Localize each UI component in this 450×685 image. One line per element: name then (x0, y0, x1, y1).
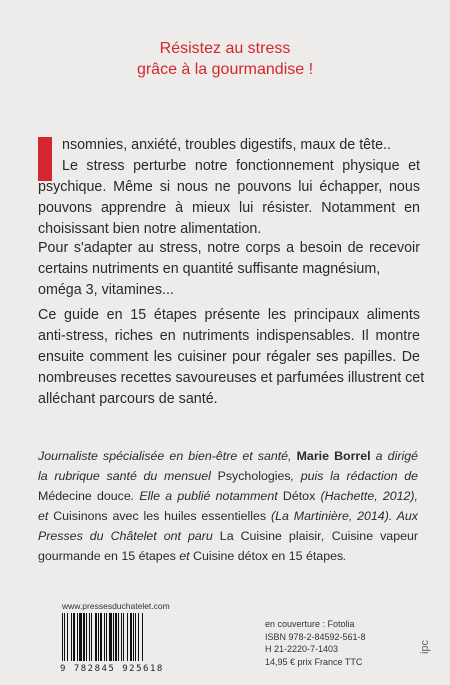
intro-line: choisissant bien notre alimentation. (38, 221, 262, 237)
bio-line: Journaliste spécialisée en bien-être et santé, Marie Borrel a dirigé (38, 449, 418, 463)
paragraph-line: Ce guide en 15 étapes présente les principaux aliments (38, 307, 420, 323)
paragraph-line: alléchant parcours de santé. (38, 391, 218, 407)
bio-line: gourmande en 15 étapes et Cuisine détox en 15 étapes. (38, 549, 347, 563)
barcode-bar (86, 613, 87, 661)
barcode-bar (113, 613, 114, 661)
paragraph-line: Pour s'adapter au stress, notre corps a besoin de recevoir (38, 240, 420, 256)
barcode-bar (118, 613, 119, 661)
barcode-bar (67, 613, 68, 661)
barcode-bar (89, 613, 90, 661)
paragraph-line: oméga 3, vitamines... (38, 282, 174, 298)
barcode-bar (121, 613, 122, 661)
product-code: H 21-2220-7-1403 (265, 644, 339, 654)
intro-line: Le stress perturbe notre fonctionnement physique et (62, 158, 420, 174)
barcode-bar (115, 613, 117, 661)
bio-line: Presses du Châtelet ont paru La Cuisine plaisir, Cuisine vapeur (38, 529, 418, 543)
barcode-bar (106, 613, 107, 661)
adaptation-paragraph (38, 238, 420, 301)
barcode-bar (123, 613, 124, 661)
paragraph-line: ensuite comment les cuisiner pour régaler ses papilles. De (38, 349, 420, 365)
tagline-line-2: grâce à la gourmandise ! (136, 61, 314, 78)
barcode-bar (71, 613, 72, 661)
barcode-bar (95, 613, 97, 661)
intro-paragraph (38, 135, 420, 240)
barcode-bar (142, 613, 143, 661)
cover-credit: en couverture : Fotolia (265, 619, 355, 629)
barcode-bar (130, 613, 132, 661)
barcode-bar (83, 613, 85, 661)
isbn-barcode (60, 613, 182, 661)
intro-line: nsomnies, anxiété, troubles digestifs, maux de tête.. (62, 137, 392, 153)
barcode-bar (100, 613, 102, 661)
paragraph-line: anti-stress, riches en nutriments indispensables. Il montre (38, 328, 420, 344)
publisher-logo-icon: ipc (419, 639, 432, 655)
guide-paragraph (38, 305, 425, 410)
price-text: 14,95 € prix France TTC (265, 656, 363, 667)
author-name: Marie Borrel (296, 449, 371, 463)
bio-line: la rubrique santé du mensuel Psychologies, puis la rédaction de (38, 469, 418, 483)
barcode-bar (104, 613, 105, 661)
barcode-bar (135, 613, 136, 661)
tagline-line-1: Résistez au stress (159, 40, 291, 57)
barcode-bar (133, 613, 134, 661)
intro-line: pouvons apprendre à mieux lui résister. Notamment en (38, 200, 420, 216)
barcode-bar (138, 613, 139, 661)
drop-cap-letter-i (38, 137, 52, 181)
bio-line: Médecine douce. Elle a publié notamment Détox (Hachette, 2012), (38, 489, 419, 503)
publisher-website: www.pressesduchatelet.com (62, 601, 170, 611)
barcode-bar (64, 613, 65, 661)
barcode-bar (98, 613, 99, 661)
barcode-bar (62, 613, 63, 661)
isbn-text: ISBN 978-2-84592-561-8 (265, 631, 366, 642)
barcode-bar (77, 613, 78, 661)
barcode-digits: 9 782845 925618 (60, 664, 164, 674)
intro-line: psychique. Même si nous ne pouvons lui échapper, nous (38, 179, 420, 195)
tagline (0, 38, 450, 80)
paragraph-line: certains nutriments en quantité suffisante magnésium, (38, 261, 381, 277)
barcode-bar (91, 613, 92, 661)
book-metadata (265, 618, 366, 668)
author-bio (38, 446, 418, 566)
paragraph-line: nombreuses recettes savoureuses et parfumées illustrent cet (38, 370, 425, 386)
barcode-bar (73, 613, 75, 661)
barcode-bar (109, 613, 112, 661)
bio-line: et Cuisinons avec les huiles essentielles (La Martinière, 2014). Aux (38, 509, 419, 523)
barcode-bar (79, 613, 82, 661)
barcode-bar (127, 613, 128, 661)
